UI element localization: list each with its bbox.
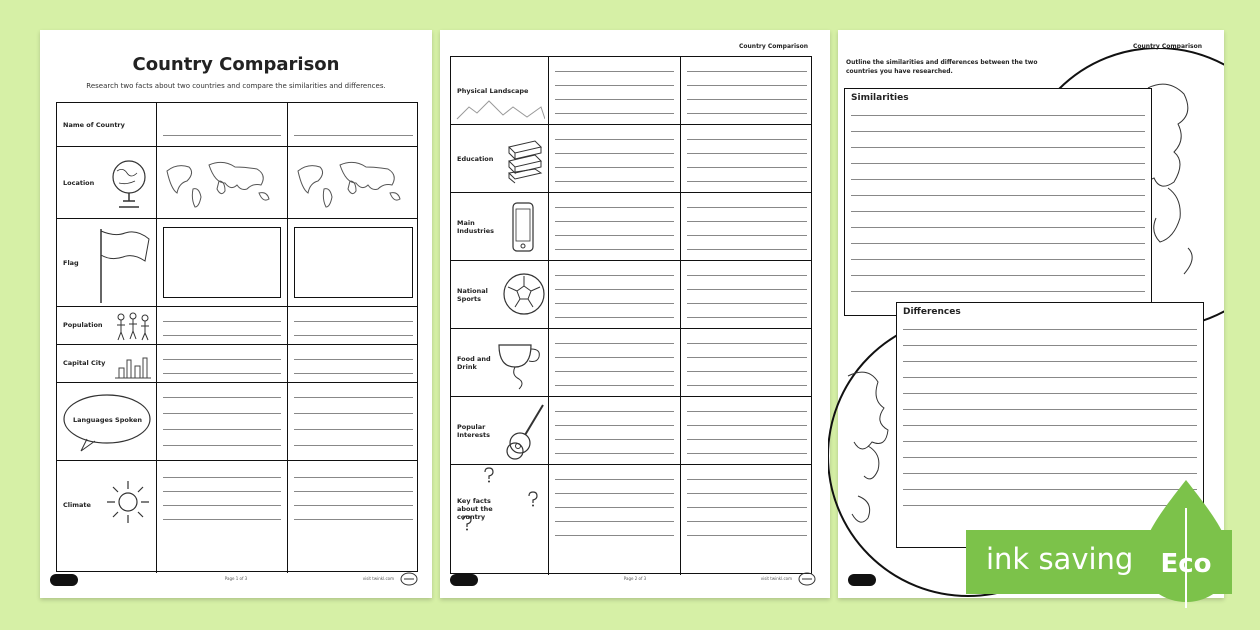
sun-icon <box>105 479 151 525</box>
table-row <box>57 147 417 219</box>
guitar-icon <box>503 401 547 461</box>
football-icon <box>501 269 547 319</box>
table-row <box>451 193 811 261</box>
row-label: Physical Landscape <box>457 87 529 95</box>
table-row <box>57 345 417 383</box>
footer-url: visit twinkl.com <box>362 576 394 581</box>
teacup-icon <box>495 337 547 393</box>
question-mark-icon <box>483 467 495 483</box>
globe-icon <box>109 155 149 213</box>
similarities-title: Similarities <box>851 93 909 103</box>
question-mark-icon <box>527 491 539 507</box>
world-map-icon <box>163 159 281 209</box>
row-label: Key facts about the country <box>457 497 493 521</box>
page-number: Page 1 of 3 <box>224 576 248 581</box>
footer-url: visit twinkl.com <box>760 576 792 581</box>
row-label: Capital City <box>63 359 106 367</box>
eco-label: Eco <box>1160 549 1212 579</box>
worksheet-page-1 <box>40 30 432 598</box>
row-label: Main Industries <box>457 219 495 235</box>
row-label: Location <box>63 179 95 187</box>
row-label: Name of Country <box>63 121 125 129</box>
row-label: Population <box>63 321 103 329</box>
differences-title: Differences <box>903 307 961 317</box>
twinkl-logo <box>848 574 876 586</box>
comparison-table-2 <box>450 56 812 574</box>
table-row <box>57 307 417 345</box>
row-label: Languages Spoken <box>73 416 142 424</box>
page-header: Country Comparison <box>739 43 808 50</box>
page-header: Country Comparison <box>1133 43 1202 50</box>
worksheet-page-2 <box>440 30 830 598</box>
ink-saving-label: ink saving <box>986 542 1134 576</box>
page-footer <box>440 570 830 590</box>
table-row <box>57 219 417 307</box>
world-map-icon <box>294 159 412 209</box>
row-label: Flag <box>63 259 79 267</box>
table-row <box>57 383 417 461</box>
table-row <box>451 397 811 465</box>
page-subtitle: Research two facts about two countries and compare the similarities and differences. <box>86 82 386 90</box>
table-row <box>57 103 417 147</box>
page-number: Page 2 of 3 <box>623 576 647 581</box>
page-footer <box>40 570 432 590</box>
row-label: National Sports <box>457 287 488 303</box>
table-row <box>451 465 811 575</box>
city-icon <box>113 353 153 379</box>
eco-leaf-icon <box>1138 478 1234 610</box>
twinkl-badge-icon <box>798 572 816 586</box>
similarities-panel <box>844 88 1152 316</box>
comparison-table-1 <box>56 102 418 572</box>
row-label: Popular Interests <box>457 423 491 439</box>
row-label: Food and Drink <box>457 355 491 371</box>
table-row <box>451 125 811 193</box>
table-row <box>451 261 811 329</box>
flag-icon <box>97 225 153 305</box>
row-label: Climate <box>63 501 91 509</box>
question-mark-icon <box>461 515 473 531</box>
books-icon <box>505 135 545 185</box>
table-row <box>57 461 417 573</box>
people-icon <box>113 311 153 341</box>
phone-icon <box>511 201 535 253</box>
table-row <box>451 329 811 397</box>
table-row <box>451 57 811 125</box>
twinkl-badge-icon <box>400 572 418 586</box>
mountain-icon <box>455 99 545 121</box>
instructions: Outline the similarities and differences between the two countries you have researched. <box>846 59 1038 75</box>
page-title: Country Comparison <box>132 54 340 75</box>
row-label: Education <box>457 155 494 163</box>
